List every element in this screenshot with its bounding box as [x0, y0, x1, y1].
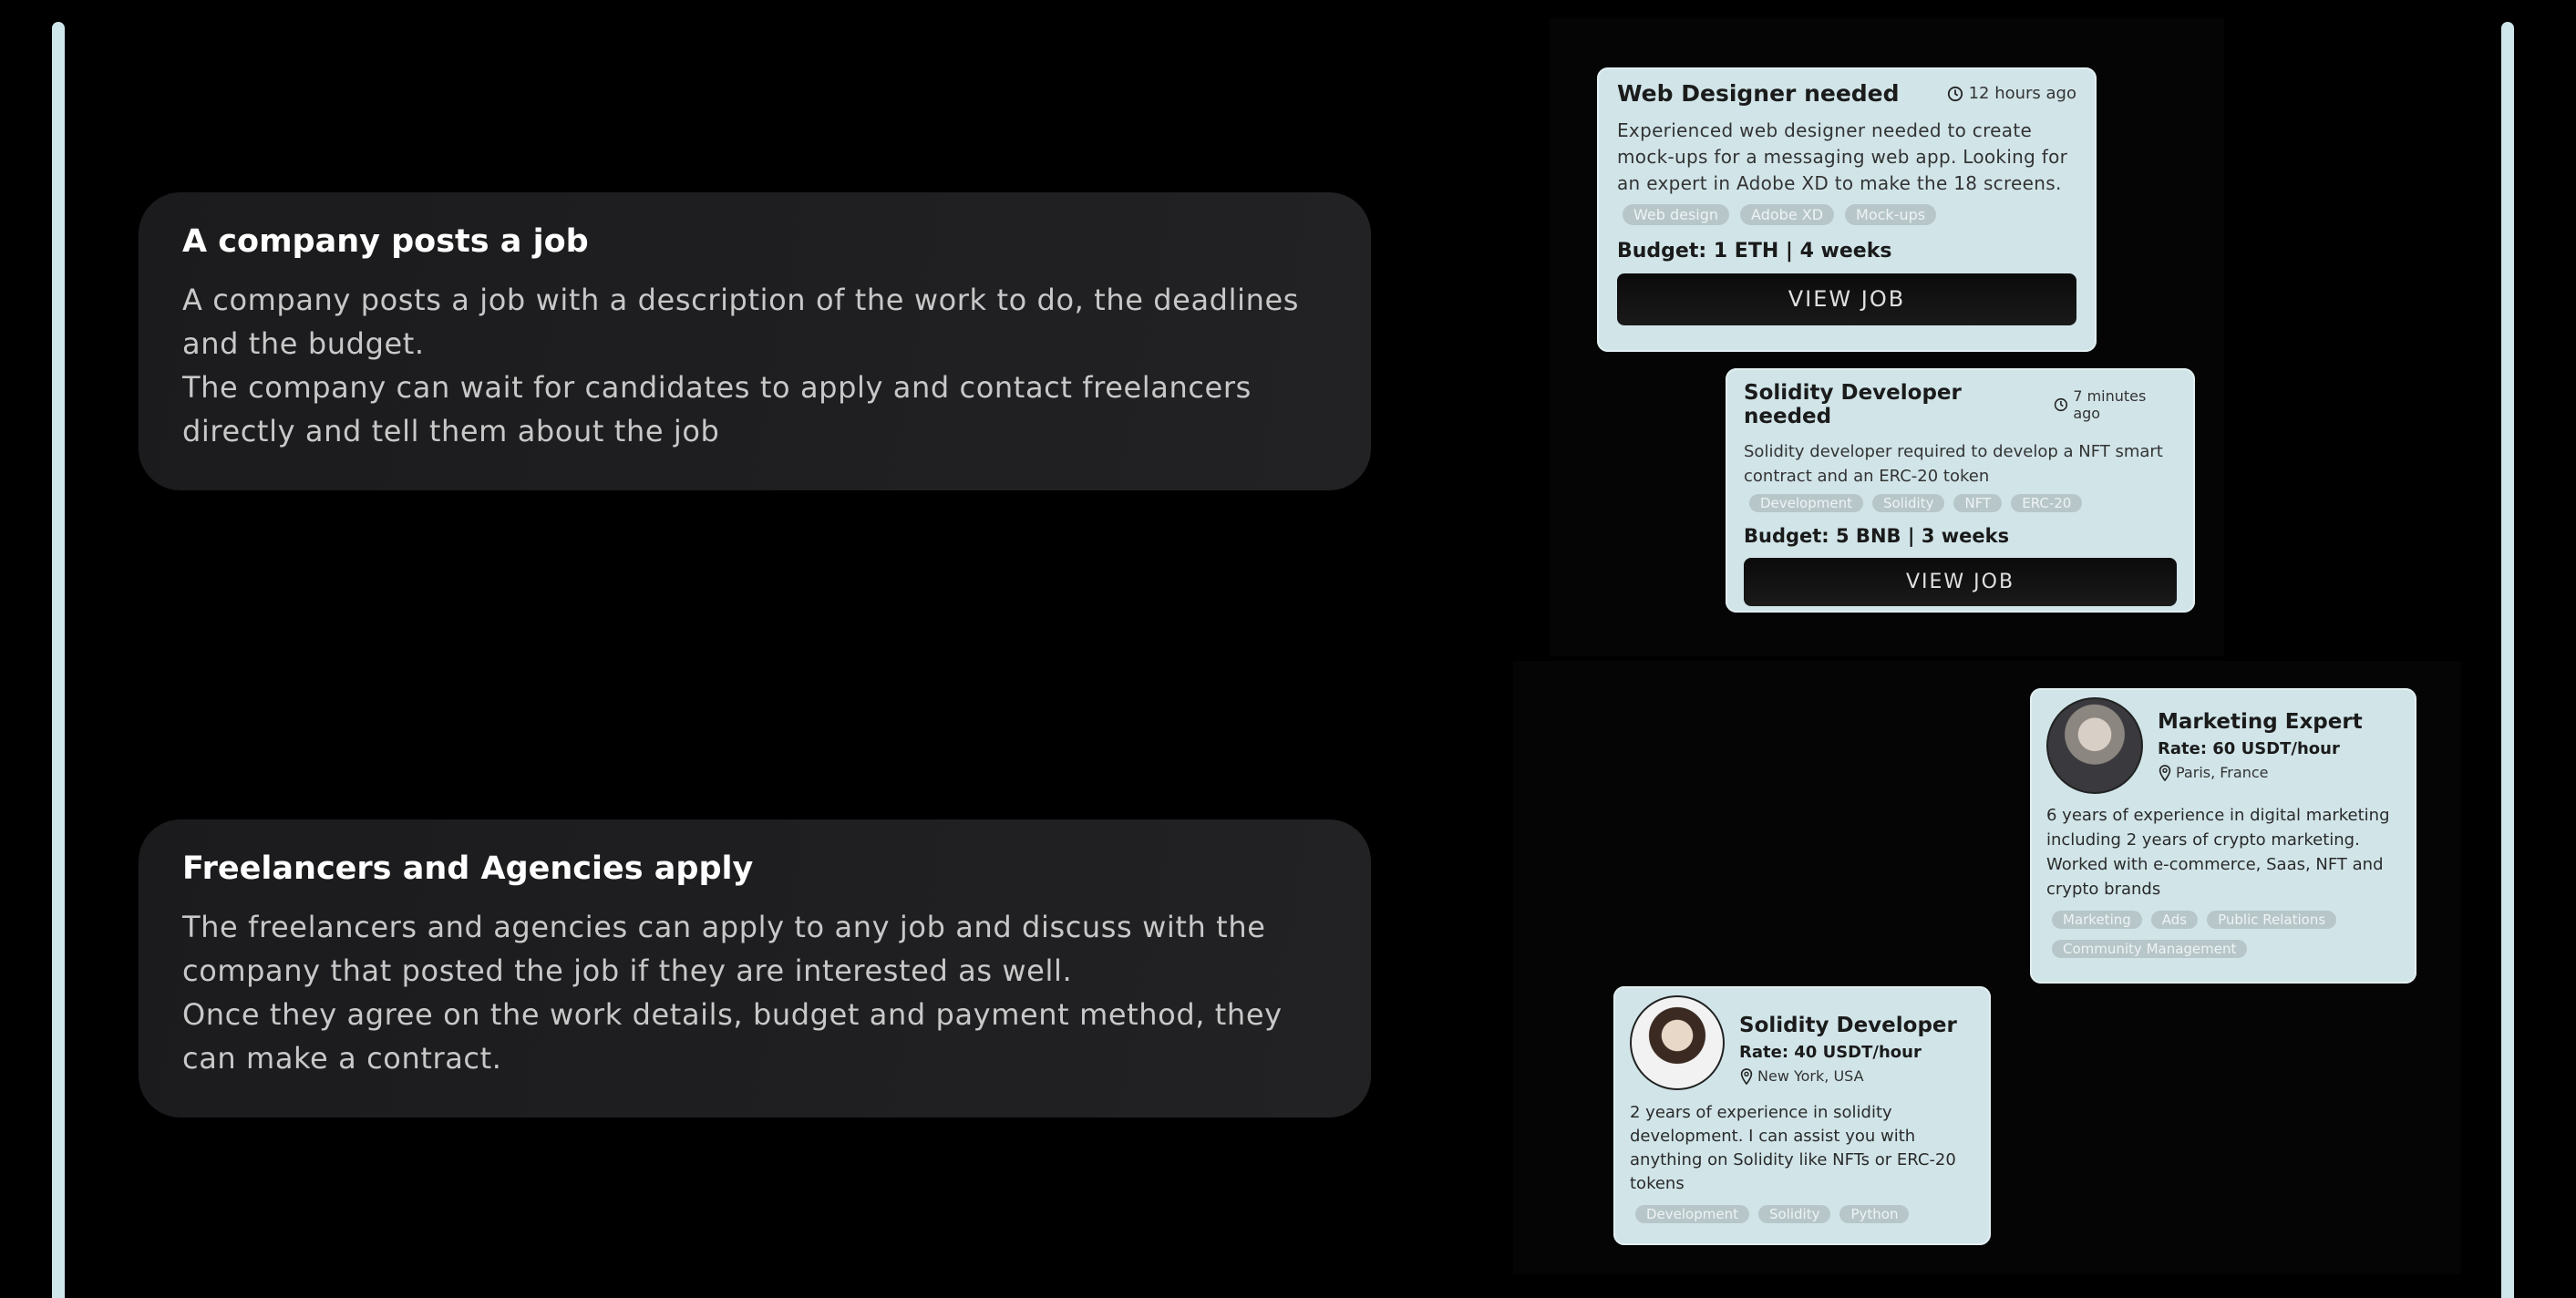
freelancer-tags [1635, 1205, 1974, 1223]
step-title: A company posts a job [182, 223, 589, 260]
step-text: A company posts a job with a description of the work to do, the deadlines and the budget. [182, 283, 1300, 361]
tag: ERC-20 [2011, 494, 2082, 512]
freelancer-location [2158, 764, 2363, 781]
tag: Solidity [1758, 1205, 1830, 1223]
job-time [1947, 84, 2076, 103]
freelancer-rate: Rate: 60 USDT/hour [2158, 739, 2340, 758]
freelancer-description: 6 years of experience in digital marketing including 2 years of crypto marketing. Worked with e-commerce, Saas, NFT and crypto brands [2046, 806, 2390, 899]
job-card [1726, 368, 2195, 613]
step-text: Once they agree on the work details, budget and payment method, they can make a contract. [182, 997, 1283, 1076]
job-description: Solidity developer required to develop a NFT smart contract and an ERC-20 token [1744, 442, 2163, 486]
avatar [2046, 697, 2143, 794]
avatar [1630, 995, 1725, 1090]
job-tags [1623, 204, 2076, 225]
tag: Solidity [1872, 494, 1944, 512]
tag: NFT [1953, 494, 2002, 512]
job-time-text: 12 hours ago [1968, 84, 2076, 103]
tag: Web design [1623, 204, 1729, 225]
tag: Development [1635, 1205, 1749, 1223]
right-border-rail [2501, 22, 2514, 1298]
freelancer-description: 2 years of experience in solidity development. I can assist you with anything on Solidity like NFTs or ERC-20 tokens [1630, 1103, 1956, 1193]
job-time [2054, 387, 2178, 422]
job-description: Experienced web designer needed to create mock-ups for a messaging web app. Looking for an expert in Adobe XD to make the 18 screens. [1617, 119, 2068, 194]
clock-icon [1947, 86, 1963, 102]
tag: Marketing [2052, 911, 2142, 929]
view-job-button[interactable]: VIEW JOB [1617, 273, 2076, 325]
tag: Community Management [2052, 940, 2247, 958]
step-title: Freelancers and Agencies apply [182, 850, 754, 887]
job-title: Solidity Developer needed [1744, 381, 1962, 428]
job-budget: Budget: 5 BNB | 3 weeks [1744, 525, 2010, 547]
freelancer-location [1739, 1067, 1957, 1085]
freelancer-card [2030, 688, 2416, 984]
view-job-button[interactable]: VIEW JOB [1744, 558, 2177, 606]
job-time-text: 7 minutes ago [2073, 387, 2147, 422]
tag: Public Relations [2207, 911, 2336, 929]
freelancer-name: Marketing Expert [2158, 710, 2363, 734]
freelancer-location-text: Paris, France [2176, 764, 2269, 781]
step-company-posts-job [139, 192, 1371, 490]
step-freelancers-apply [139, 819, 1371, 1118]
freelancer-rate: Rate: 40 USDT/hour [1739, 1043, 1922, 1062]
freelancer-location-text: New York, USA [1757, 1067, 1864, 1085]
left-border-rail [52, 22, 65, 1298]
tag: Python [1839, 1205, 1909, 1223]
step-text: The freelancers and agencies can apply to any job and discuss with the company that posted the job if they are interested as well. [182, 910, 1266, 988]
tag: Ads [2151, 911, 2198, 929]
clock-icon [2054, 397, 2068, 412]
tag: Adobe XD [1740, 204, 1834, 225]
location-pin-icon [1739, 1068, 1754, 1085]
job-tags [1749, 494, 2177, 512]
tag: Development [1749, 494, 1863, 512]
job-budget: Budget: 1 ETH | 4 weeks [1617, 240, 1892, 263]
tag: Mock-ups [1845, 204, 1936, 225]
freelancer-tags [2052, 911, 2400, 960]
freelancer-name: Solidity Developer [1739, 1014, 1957, 1037]
job-title: Web Designer needed [1617, 80, 1900, 107]
freelancer-card [1613, 986, 1991, 1245]
job-card [1597, 67, 2097, 352]
step-text: The company can wait for candidates to apply and contact freelancers directly and tell them about the job [182, 370, 1252, 448]
location-pin-icon [2158, 765, 2172, 781]
